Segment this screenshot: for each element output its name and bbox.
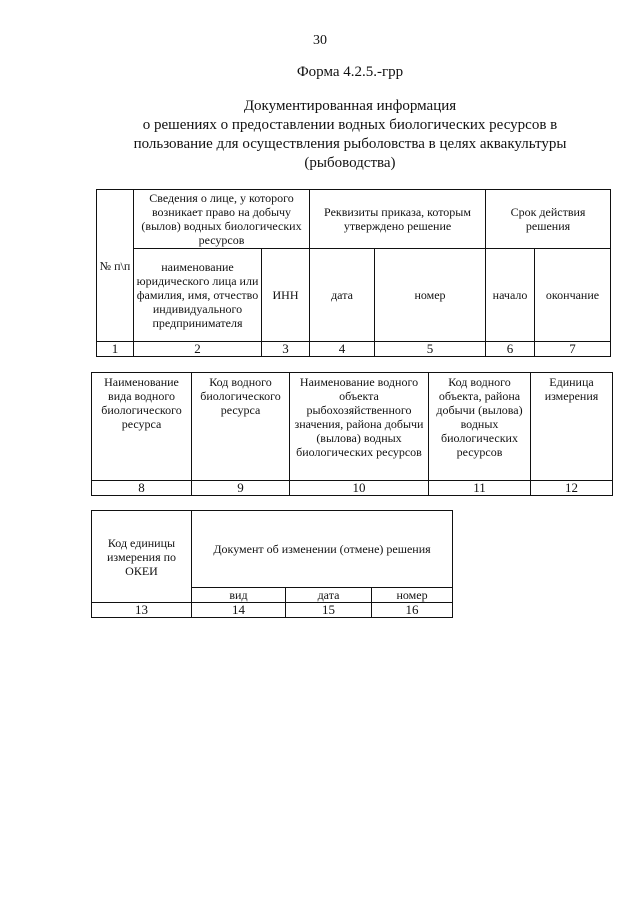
page-number: 30: [313, 33, 327, 48]
column-number: 16: [372, 603, 453, 618]
header-order-details: Реквизиты приказа, которым утверждено решение: [310, 190, 486, 249]
header-species-code: Код водного биологического ресурса: [192, 373, 290, 481]
header-doc-type: вид: [192, 588, 286, 603]
column-number: 14: [192, 603, 286, 618]
header-person-info: Сведения о лице, у которого возникает право на добычу (вылов) водных биологических ресурсов: [134, 190, 310, 249]
header-end: окончание: [535, 249, 611, 342]
header-water-body-code: Код водного объекта, района добычи (вылова) водных биологических ресурсов: [429, 373, 531, 481]
header-okei-code: Код единицы измерения по ОКЕИ: [92, 511, 192, 603]
header-doc-date: дата: [286, 588, 372, 603]
column-number: 10: [290, 481, 429, 496]
column-number: 2: [134, 342, 262, 357]
header-validity-period: Срок действия решения: [486, 190, 611, 249]
header-species-name: Наименование вида водного биологического ресурса: [92, 373, 192, 481]
title-line: пользование для осуществления рыболовства в целях аквакультуры: [133, 136, 567, 152]
column-number: 15: [286, 603, 372, 618]
decisions-table-part-1: [96, 189, 611, 357]
column-number-row: [92, 603, 453, 618]
header-order-number: номер: [375, 249, 486, 342]
column-number-row: [97, 342, 611, 357]
column-number: 7: [535, 342, 611, 357]
column-number: 8: [92, 481, 192, 496]
document-title: [100, 97, 600, 173]
column-number: 4: [310, 342, 375, 357]
decisions-table-part-3: [91, 510, 453, 618]
column-number-row: [92, 481, 613, 496]
column-number: 11: [429, 481, 531, 496]
header-row-number: № п\п: [97, 190, 134, 342]
header-inn: ИНН: [262, 249, 310, 342]
title-line: о решениях о предоставлении водных биологических ресурсов в: [142, 117, 558, 133]
header-water-body-name: Наименование водного объекта рыбохозяйственного значения, района добычи (вылова) водных биологических ресурсов: [290, 373, 429, 481]
column-number: 12: [531, 481, 613, 496]
form-code: Форма 4.2.5.-грр: [296, 64, 404, 80]
column-number: 1: [97, 342, 134, 357]
header-change-document: Документ об изменении (отмене) решения: [192, 511, 453, 588]
column-number: 13: [92, 603, 192, 618]
header-entity-name: наименование юридического лица или фамилия, имя, отчество индивидуального предпринимателя: [134, 249, 262, 342]
header-doc-number: номер: [372, 588, 453, 603]
column-number: 6: [486, 342, 535, 357]
column-number: 3: [262, 342, 310, 357]
header-order-date: дата: [310, 249, 375, 342]
column-number: 9: [192, 481, 290, 496]
column-number: 5: [375, 342, 486, 357]
header-unit: Единица измерения: [531, 373, 613, 481]
header-start: начало: [486, 249, 535, 342]
title-line: Документированная информация: [243, 98, 457, 114]
decisions-table-part-2: [91, 372, 613, 496]
title-line: (рыбоводства): [304, 155, 396, 171]
